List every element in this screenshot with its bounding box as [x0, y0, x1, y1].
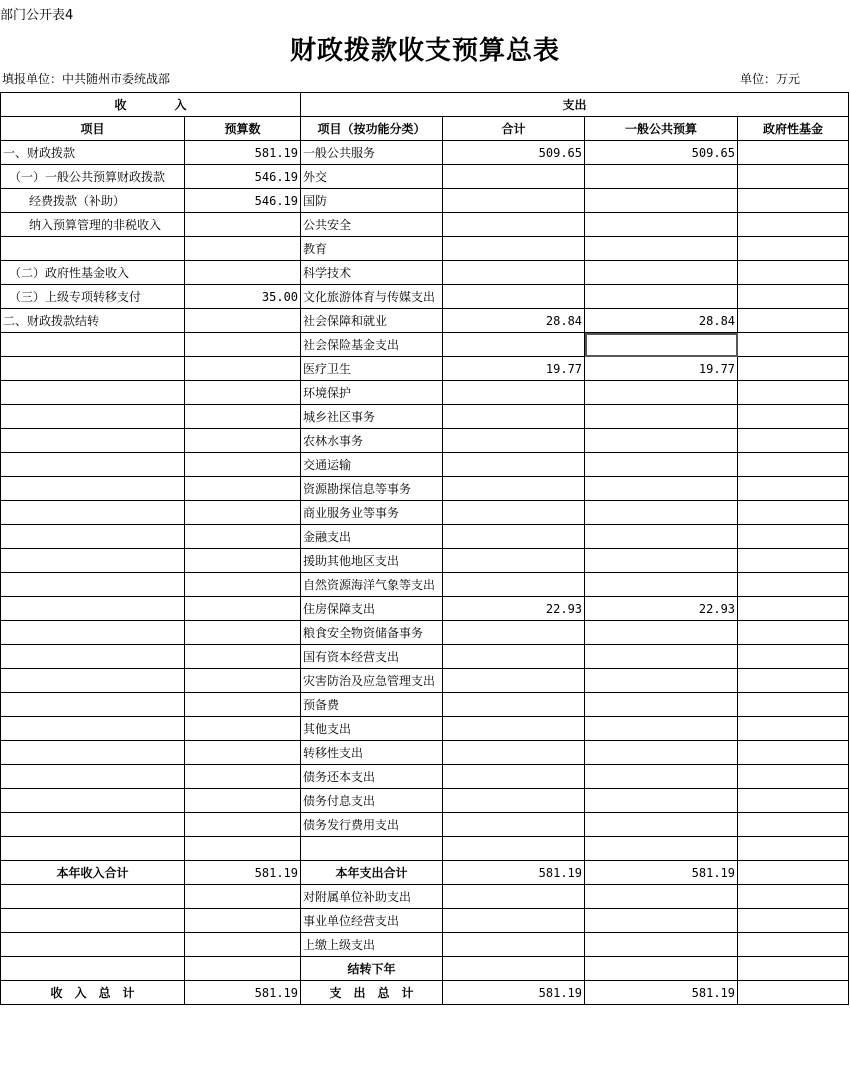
expense-item-cell[interactable]: 商业服务业等事务 — [301, 501, 443, 525]
expense-total-cell[interactable] — [443, 405, 585, 429]
income-item-cell[interactable] — [1, 381, 185, 405]
carry-row — [1, 957, 849, 981]
expense-general-cell[interactable] — [585, 549, 738, 573]
expense-fund-cell[interactable] — [738, 261, 849, 285]
table-row — [1, 693, 849, 717]
income-item-cell[interactable] — [1, 237, 185, 261]
income-item-cell[interactable] — [1, 717, 185, 741]
col-func-header[interactable]: 项目（按功能分类） — [301, 117, 443, 141]
income-value-cell[interactable] — [185, 957, 301, 981]
expense-fund-cell[interactable] — [738, 453, 849, 477]
expense-total-cell[interactable] — [443, 813, 585, 837]
expense-general-cell[interactable] — [585, 213, 738, 237]
income-item-cell[interactable] — [1, 597, 185, 621]
grand-total-row — [1, 981, 849, 1005]
expense-total-cell[interactable] — [443, 765, 585, 789]
expense-fund-cell[interactable] — [738, 933, 849, 957]
expense-item-cell[interactable]: 粮食安全物资储备事务 — [301, 621, 443, 645]
income-item-cell[interactable]: 二、财政拨款结转 — [1, 309, 185, 333]
income-item-cell[interactable] — [1, 405, 185, 429]
expense-item-cell[interactable]: 债务还本支出 — [301, 765, 443, 789]
table-row — [1, 285, 849, 309]
income-value-cell[interactable] — [185, 309, 301, 333]
income-item-cell[interactable]: （三）上级专项转移支付 — [1, 285, 185, 309]
expense-item-cell[interactable]: 公共安全 — [301, 213, 443, 237]
doc-tag: 部门公开表4 — [0, 8, 74, 23]
income-value-cell[interactable]: 35.00 — [185, 285, 301, 309]
expense-general-cell[interactable] — [585, 405, 738, 429]
expense-item-cell[interactable]: 国防 — [301, 189, 443, 213]
expense-item-cell[interactable]: 灾害防治及应急管理支出 — [301, 669, 443, 693]
expense-total-cell[interactable] — [443, 645, 585, 669]
expense-general-cell[interactable] — [585, 621, 738, 645]
table-row — [1, 549, 849, 573]
expense-total-cell[interactable] — [443, 621, 585, 645]
income-item-cell[interactable] — [1, 333, 185, 357]
expense-item-cell[interactable]: 教育 — [301, 237, 443, 261]
expense-fund-cell[interactable] — [738, 549, 849, 573]
expense-fund-cell[interactable] — [738, 741, 849, 765]
expense-total-cell[interactable]: 509.65 — [443, 141, 585, 165]
currency-unit: 单位：万元 — [740, 72, 801, 86]
expense-fund-cell[interactable] — [738, 717, 849, 741]
expense-fund-cell[interactable] — [738, 837, 849, 861]
expense-fund-cell[interactable] — [738, 477, 849, 501]
header-row-1 — [1, 93, 849, 117]
expense-fund-cell[interactable] — [738, 765, 849, 789]
income-value-cell[interactable] — [185, 693, 301, 717]
expense-item-cell[interactable]: 上缴上级支出 — [301, 933, 443, 957]
col-general-header[interactable]: 一般公共预算 — [585, 117, 738, 141]
expense-fund-cell[interactable] — [738, 189, 849, 213]
table-row — [1, 261, 849, 285]
carry-label[interactable]: 结转下年 — [301, 957, 443, 981]
income-value-cell[interactable] — [185, 645, 301, 669]
header-row-2 — [1, 117, 849, 141]
expense-total-cell[interactable]: 28.84 — [443, 309, 585, 333]
expense-general-cell[interactable] — [585, 501, 738, 525]
table-row — [1, 141, 849, 165]
expense-item-cell[interactable]: 环境保护 — [301, 381, 443, 405]
expense-item-cell[interactable]: 自然资源海洋气象等支出 — [301, 573, 443, 597]
income-value-cell[interactable] — [185, 213, 301, 237]
expense-total-cell[interactable] — [443, 837, 585, 861]
income-item-cell[interactable] — [1, 765, 185, 789]
expense-item-cell[interactable]: 医疗卫生 — [301, 357, 443, 381]
expense-fund-cell[interactable] — [738, 213, 849, 237]
col-fund-header[interactable]: 政府性基金 — [738, 117, 849, 141]
expense-general-cell[interactable] — [585, 381, 738, 405]
expense-general-cell[interactable] — [585, 237, 738, 261]
table-row — [1, 429, 849, 453]
income-value-cell[interactable] — [185, 789, 301, 813]
expense-general-cell[interactable] — [585, 477, 738, 501]
page-title: 财政拨款收支预算总表 — [289, 36, 560, 66]
income-value-cell[interactable] — [185, 405, 301, 429]
income-item-cell[interactable] — [1, 525, 185, 549]
expense-general-cell[interactable] — [585, 693, 738, 717]
income-value-cell[interactable] — [185, 741, 301, 765]
table-row — [1, 477, 849, 501]
expense-item-cell[interactable]: 外交 — [301, 165, 443, 189]
income-value-cell[interactable] — [185, 669, 301, 693]
expense-item-cell[interactable]: 住房保障支出 — [301, 597, 443, 621]
expense-item-cell[interactable]: 文化旅游体育与传媒支出 — [301, 285, 443, 309]
expense-general-cell[interactable] — [585, 813, 738, 837]
expense-total-cell[interactable]: 22.93 — [443, 597, 585, 621]
expense-fund-cell[interactable] — [738, 405, 849, 429]
income-item-cell[interactable] — [1, 957, 185, 981]
expense-item-cell[interactable]: 社会保障和就业 — [301, 309, 443, 333]
expense-general-cell[interactable] — [585, 573, 738, 597]
income-item-cell[interactable] — [1, 645, 185, 669]
year-expense-fund-value[interactable] — [738, 861, 849, 885]
table-row — [1, 333, 849, 357]
year-expense-general-value[interactable]: 581.19 — [585, 861, 738, 885]
income-value-cell[interactable] — [185, 621, 301, 645]
expense-item-cell[interactable]: 资源勘探信息等事务 — [301, 477, 443, 501]
expense-general-cell[interactable] — [585, 453, 738, 477]
expense-fund-cell[interactable] — [738, 813, 849, 837]
table-row — [1, 597, 849, 621]
expense-fund-cell[interactable] — [738, 645, 849, 669]
table-row — [1, 645, 849, 669]
year-expense-total-label[interactable]: 本年支出合计 — [301, 861, 443, 885]
income-item-cell[interactable] — [1, 453, 185, 477]
expense-fund-cell[interactable] — [738, 381, 849, 405]
income-value-cell[interactable] — [185, 261, 301, 285]
income-item-cell[interactable] — [1, 909, 185, 933]
expense-general-cell[interactable]: 22.93 — [585, 597, 738, 621]
table-row — [1, 309, 849, 333]
income-item-cell[interactable] — [1, 669, 185, 693]
expense-general-cell[interactable] — [585, 645, 738, 669]
expense-item-cell[interactable]: 农林水事务 — [301, 429, 443, 453]
expense-total-cell[interactable] — [443, 549, 585, 573]
expense-general-cell[interactable] — [585, 741, 738, 765]
expense-general-cell[interactable]: 28.84 — [585, 309, 738, 333]
table-row — [1, 381, 849, 405]
income-item-cell[interactable] — [1, 477, 185, 501]
income-value-cell[interactable] — [185, 525, 301, 549]
income-item-cell[interactable] — [1, 621, 185, 645]
income-value-cell[interactable] — [185, 237, 301, 261]
expense-total-cell[interactable] — [443, 573, 585, 597]
col-budget-header[interactable]: 预算数 — [185, 117, 301, 141]
grand-income-label[interactable]: 收 入 总 计 — [1, 981, 185, 1005]
expense-general-cell[interactable]: 509.65 — [585, 141, 738, 165]
grand-expense-value[interactable]: 581.19 — [443, 981, 585, 1005]
income-value-cell[interactable] — [185, 597, 301, 621]
expense-total-cell[interactable] — [443, 501, 585, 525]
expense-general-cell[interactable] — [585, 789, 738, 813]
table-row — [1, 573, 849, 597]
grand-income-value[interactable]: 581.19 — [185, 981, 301, 1005]
income-value-cell[interactable] — [185, 885, 301, 909]
table-row — [1, 837, 849, 861]
expense-general-cell[interactable] — [585, 765, 738, 789]
expense-total-cell[interactable] — [443, 429, 585, 453]
income-item-cell[interactable] — [1, 789, 185, 813]
year-income-total-label[interactable]: 本年收入合计 — [1, 861, 185, 885]
income-item-cell[interactable] — [1, 933, 185, 957]
expense-general-cell[interactable] — [585, 189, 738, 213]
expense-fund-cell[interactable] — [738, 285, 849, 309]
expense-item-cell[interactable]: 对附属单位补助支出 — [301, 885, 443, 909]
expense-general-cell[interactable] — [585, 333, 738, 357]
income-header[interactable]: 收 入 — [1, 93, 301, 117]
grand-expense-label[interactable]: 支 出 总 计 — [301, 981, 443, 1005]
table-row — [1, 741, 849, 765]
expense-item-cell[interactable] — [301, 837, 443, 861]
expense-total-cell[interactable] — [443, 717, 585, 741]
income-item-cell[interactable] — [1, 549, 185, 573]
table-row — [1, 189, 849, 213]
expense-total-cell[interactable] — [443, 885, 585, 909]
expense-fund-cell[interactable] — [738, 669, 849, 693]
expense-fund-cell[interactable] — [738, 909, 849, 933]
expense-fund-cell[interactable] — [738, 885, 849, 909]
expense-total-cell[interactable] — [443, 909, 585, 933]
table-row — [1, 405, 849, 429]
table-row — [1, 621, 849, 645]
table-row — [1, 501, 849, 525]
income-item-cell[interactable] — [1, 693, 185, 717]
expense-general-cell[interactable] — [585, 165, 738, 189]
expense-fund-cell[interactable] — [738, 597, 849, 621]
expense-item-cell[interactable]: 金融支出 — [301, 525, 443, 549]
table-row — [1, 357, 849, 381]
expense-item-cell[interactable]: 预备费 — [301, 693, 443, 717]
table-row — [1, 789, 849, 813]
expense-fund-cell[interactable] — [738, 333, 849, 357]
expense-fund-cell[interactable] — [738, 309, 849, 333]
expense-general-cell[interactable] — [585, 669, 738, 693]
table-row — [1, 765, 849, 789]
expense-total-cell[interactable] — [443, 213, 585, 237]
expense-item-cell[interactable]: 转移性支出 — [301, 741, 443, 765]
reporting-unit: 填报单位：中共随州市委统战部 — [2, 72, 171, 86]
expense-item-cell[interactable]: 社会保险基金支出 — [301, 333, 443, 357]
income-item-cell[interactable] — [1, 837, 185, 861]
expense-item-cell[interactable]: 债务发行费用支出 — [301, 813, 443, 837]
income-value-cell[interactable] — [185, 429, 301, 453]
col-item-header[interactable]: 项目 — [1, 117, 185, 141]
expense-total-cell[interactable] — [443, 333, 585, 357]
expense-item-cell[interactable]: 其他支出 — [301, 717, 443, 741]
expense-item-cell[interactable]: 援助其他地区支出 — [301, 549, 443, 573]
expense-general-cell[interactable] — [585, 429, 738, 453]
expense-item-cell[interactable]: 债务付息支出 — [301, 789, 443, 813]
expense-fund-cell[interactable] — [738, 573, 849, 597]
table-row — [1, 813, 849, 837]
income-value-cell[interactable] — [185, 333, 301, 357]
expense-item-cell[interactable]: 交通运输 — [301, 453, 443, 477]
expense-general-cell[interactable] — [585, 837, 738, 861]
expense-fund-cell[interactable] — [738, 525, 849, 549]
expense-fund-cell[interactable] — [738, 789, 849, 813]
income-item-cell[interactable] — [1, 813, 185, 837]
income-value-cell[interactable] — [185, 837, 301, 861]
expense-item-cell[interactable]: 一般公共服务 — [301, 141, 443, 165]
expense-item-cell[interactable]: 事业单位经营支出 — [301, 909, 443, 933]
expense-fund-cell[interactable] — [738, 141, 849, 165]
expense-total-cell[interactable] — [443, 525, 585, 549]
expense-fund-cell[interactable] — [738, 693, 849, 717]
unit-line — [0, 70, 850, 88]
col-total-header[interactable]: 合计 — [443, 117, 585, 141]
expense-fund-cell[interactable] — [738, 429, 849, 453]
income-value-cell[interactable] — [185, 357, 301, 381]
income-value-cell[interactable]: 581.19 — [185, 141, 301, 165]
expense-total-cell[interactable] — [443, 261, 585, 285]
income-item-cell[interactable] — [1, 357, 185, 381]
expense-fund-cell[interactable] — [738, 237, 849, 261]
income-value-cell[interactable] — [185, 381, 301, 405]
income-value-cell[interactable] — [185, 765, 301, 789]
table-row — [1, 909, 849, 933]
income-value-cell[interactable] — [185, 813, 301, 837]
expense-total-cell[interactable] — [443, 477, 585, 501]
expense-general-cell[interactable] — [585, 525, 738, 549]
year-total-row — [1, 861, 849, 885]
income-item-cell[interactable]: （一）一般公共预算财政拨款 — [1, 165, 185, 189]
expense-header[interactable]: 支出 — [301, 93, 849, 117]
expense-total-cell[interactable] — [443, 669, 585, 693]
table-row — [1, 717, 849, 741]
table-row — [1, 237, 849, 261]
grand-expense-fund-value[interactable] — [738, 981, 849, 1005]
expense-total-cell[interactable] — [443, 165, 585, 189]
income-value-cell[interactable]: 546.19 — [185, 189, 301, 213]
expense-general-cell[interactable] — [585, 285, 738, 309]
income-value-cell[interactable] — [185, 717, 301, 741]
expense-total-cell[interactable] — [443, 933, 585, 957]
expense-item-cell[interactable]: 城乡社区事务 — [301, 405, 443, 429]
expense-total-cell[interactable] — [443, 789, 585, 813]
expense-general-cell[interactable] — [585, 957, 738, 981]
expense-total-cell[interactable] — [443, 957, 585, 981]
expense-total-cell[interactable] — [443, 381, 585, 405]
income-value-cell[interactable] — [185, 501, 301, 525]
table-row — [1, 885, 849, 909]
expense-general-cell[interactable]: 19.77 — [585, 357, 738, 381]
expense-general-cell[interactable] — [585, 933, 738, 957]
expense-fund-cell[interactable] — [738, 501, 849, 525]
income-value-cell[interactable] — [185, 909, 301, 933]
expense-total-cell[interactable] — [443, 237, 585, 261]
income-item-cell[interactable]: （二）政府性基金收入 — [1, 261, 185, 285]
expense-general-cell[interactable] — [585, 261, 738, 285]
expense-fund-cell[interactable] — [738, 357, 849, 381]
expense-item-cell[interactable]: 国有资本经营支出 — [301, 645, 443, 669]
expense-total-cell[interactable] — [443, 285, 585, 309]
income-value-cell[interactable]: 546.19 — [185, 165, 301, 189]
expense-fund-cell[interactable] — [738, 621, 849, 645]
grand-expense-general-value[interactable]: 581.19 — [585, 981, 738, 1005]
income-item-cell[interactable] — [1, 573, 185, 597]
expense-general-cell[interactable] — [585, 717, 738, 741]
expense-fund-cell[interactable] — [738, 165, 849, 189]
income-item-cell[interactable] — [1, 885, 185, 909]
expense-total-cell[interactable] — [443, 453, 585, 477]
table-row — [1, 453, 849, 477]
expense-total-cell[interactable]: 19.77 — [443, 357, 585, 381]
year-income-total-value[interactable]: 581.19 — [185, 861, 301, 885]
expense-general-cell[interactable] — [585, 909, 738, 933]
table-row — [1, 165, 849, 189]
table-row — [1, 669, 849, 693]
income-item-cell[interactable]: 一、财政拨款 — [1, 141, 185, 165]
income-item-cell[interactable] — [1, 741, 185, 765]
year-expense-total-value[interactable]: 581.19 — [443, 861, 585, 885]
expense-item-cell[interactable]: 科学技术 — [301, 261, 443, 285]
table-row — [1, 933, 849, 957]
income-item-cell[interactable] — [1, 501, 185, 525]
income-value-cell[interactable] — [185, 453, 301, 477]
expense-fund-cell[interactable] — [738, 957, 849, 981]
expense-general-cell[interactable] — [585, 885, 738, 909]
expense-total-cell[interactable] — [443, 741, 585, 765]
expense-total-cell[interactable] — [443, 189, 585, 213]
income-item-cell[interactable]: 纳入预算管理的非税收入 — [1, 213, 185, 237]
table-row — [1, 525, 849, 549]
income-value-cell[interactable] — [185, 573, 301, 597]
income-item-cell[interactable]: 经费拨款（补助） — [1, 189, 185, 213]
income-item-cell[interactable] — [1, 429, 185, 453]
income-value-cell[interactable] — [185, 933, 301, 957]
budget-table — [0, 92, 849, 1005]
table-row — [1, 213, 849, 237]
expense-total-cell[interactable] — [443, 693, 585, 717]
income-value-cell[interactable] — [185, 549, 301, 573]
income-value-cell[interactable] — [185, 477, 301, 501]
